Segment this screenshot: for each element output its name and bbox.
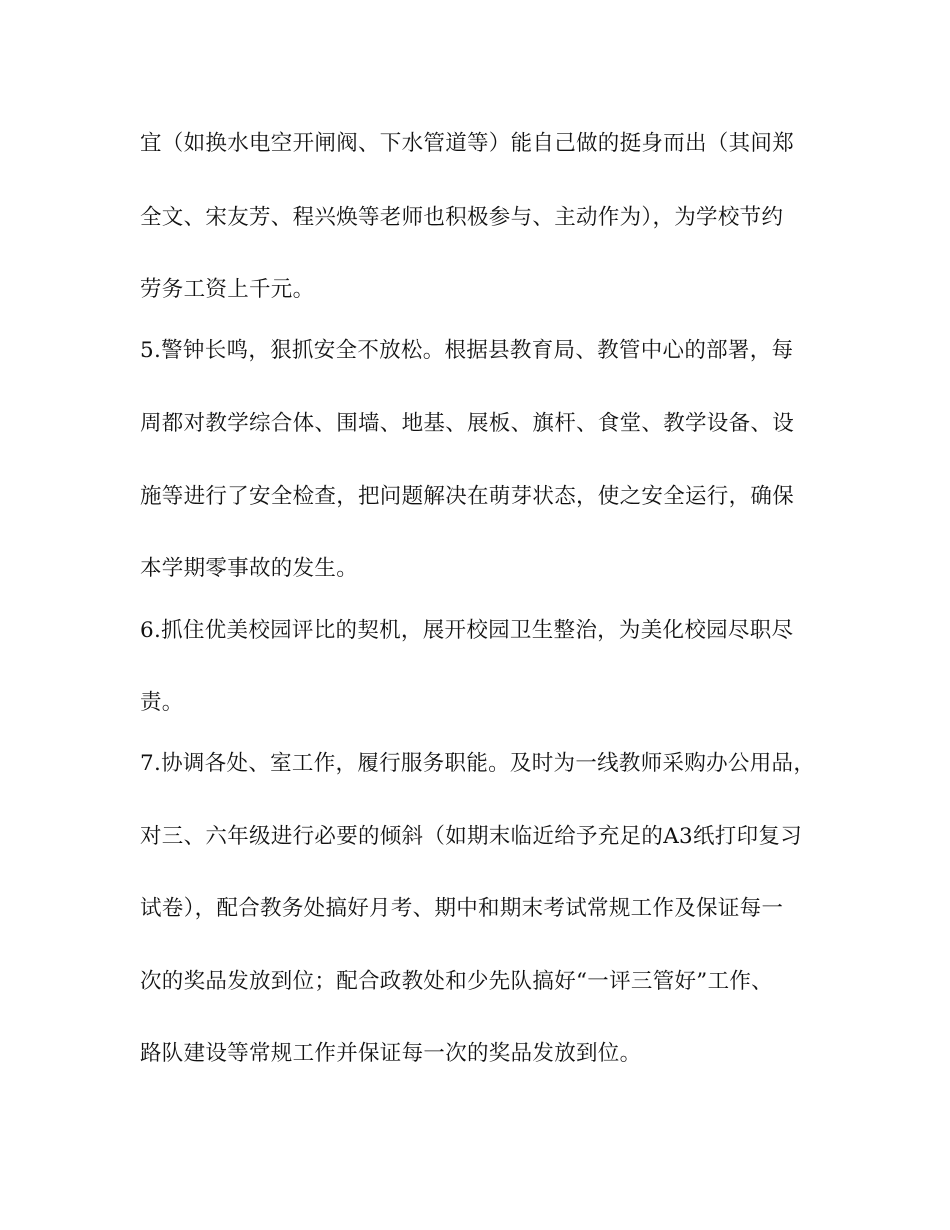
text-line: 6.抓住优美校园评比的契机，展开校园卫生整治，为美化校园尽职尽: [140, 618, 794, 643]
text-line: 施等进行了安全检查，把问题解决在萌芽状态，使之安全运行，确保: [140, 484, 795, 509]
text-line: 全文、宋友芳、程兴焕等老师也积极参与、主动作为），为学校节约: [140, 205, 784, 230]
text-line: 路队建设等常规工作并保证每一次的奖品发放到位。: [140, 1041, 642, 1066]
text-line: 次的奖品发放到位；配合政教处和少先队搞好“一评三管好”工作、: [140, 969, 773, 994]
text-line: 宜（如换水电空开闸阀、下水管道等）能自己做的挺身而出（其间郑: [140, 131, 795, 156]
text-line: 试卷），配合教务处搞好月考、期中和期末考试常规工作及保证每一: [140, 896, 784, 921]
text-line: 责。: [140, 690, 184, 715]
text-line: 5.警钟长鸣，狠抓安全不放松。根据县教育局、教管中心的部署，每: [140, 338, 794, 363]
text-line: 7.协调各处、室工作，履行服务职能。及时为一线教师采购办公用品，: [140, 751, 816, 776]
text-line: 对三、六年级进行必要的倾斜（如期末临近给予充足的A3纸打印复习: [140, 824, 803, 849]
text-line: 周都对教学综合体、围墙、地基、展板、旗杆、食堂、教学设备、设: [140, 411, 795, 436]
text-line: 本学期零事故的发生。: [140, 556, 359, 581]
text-line: 劳务工资上千元。: [140, 277, 315, 302]
